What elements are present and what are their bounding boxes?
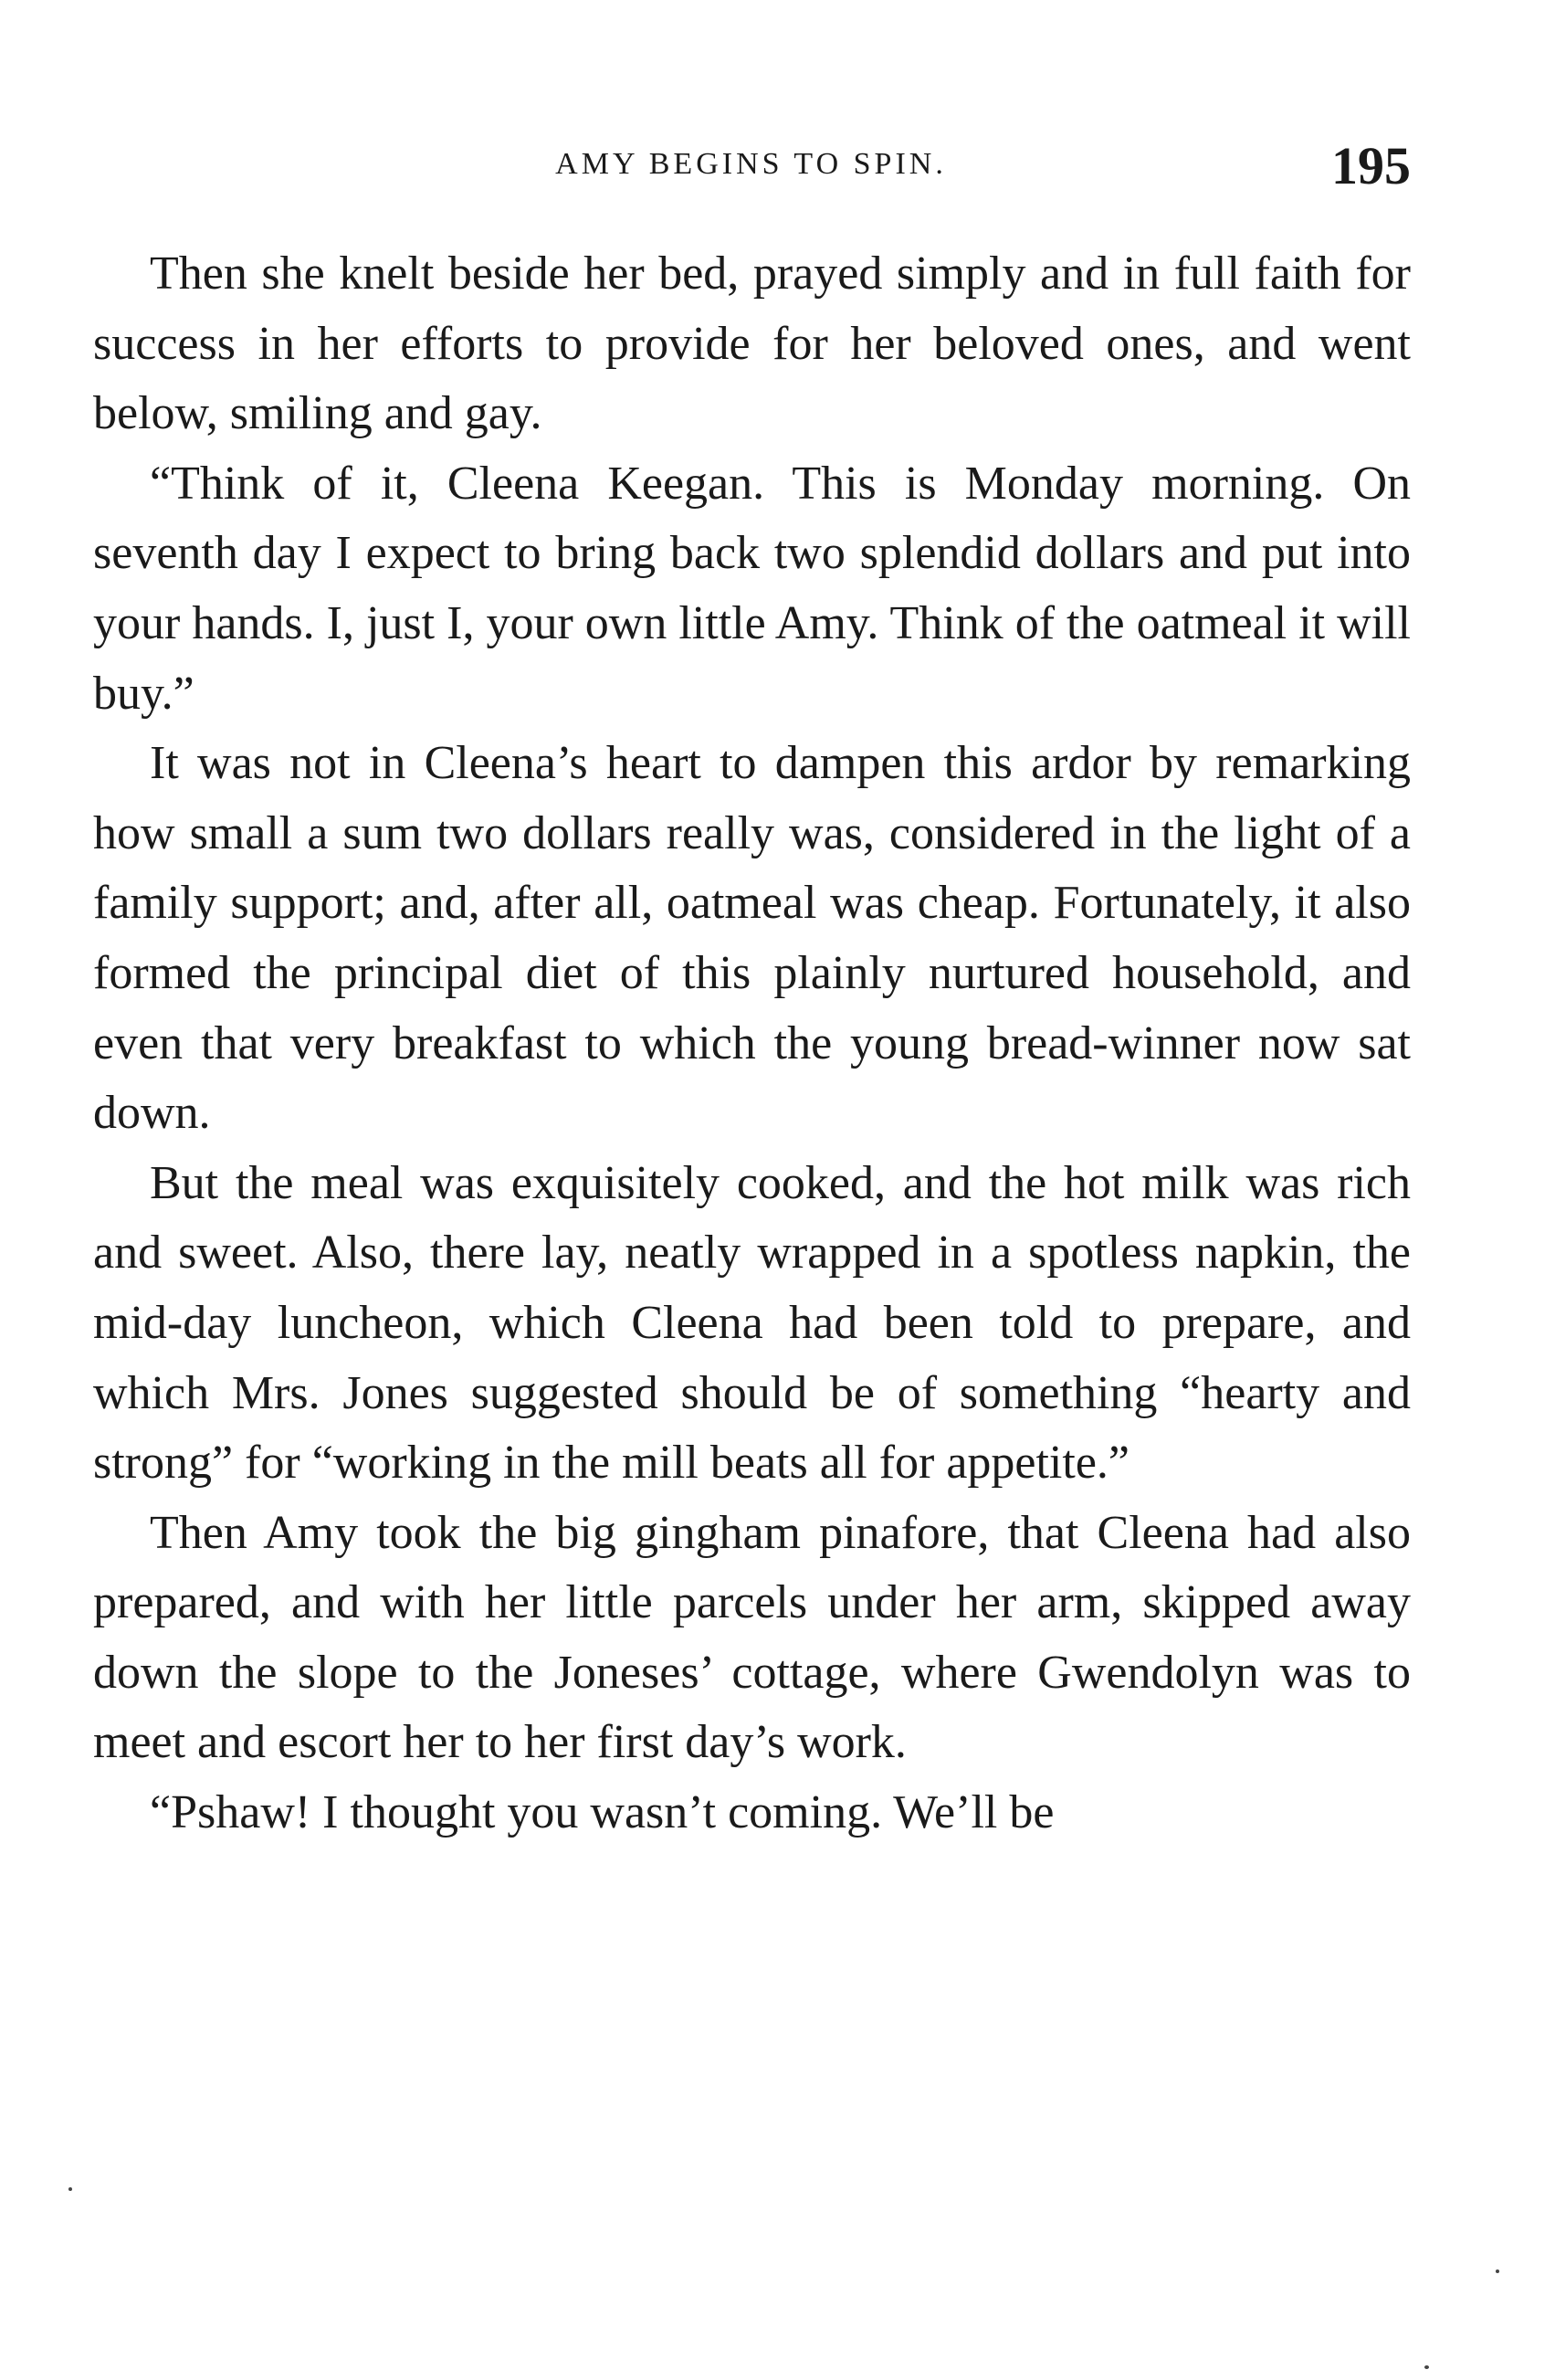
paragraph-6: “Pshaw! I thought you wasn’t coming. We’ll be: [150, 1786, 1055, 1839]
paragraph-3: It was not in Cleena’s heart to dampen this ardor by remarking how small a sum two dollars really was, considered in the light of a family support; and, after all, oatmeal was cheap. Fortunately, it also formed the principal diet of this plainly nurtured household, and even that very breakfast to which the young bread-winner now sat down.: [93, 737, 1411, 1140]
paragraph-1: Then she knelt beside her bed, prayed simply and in full faith for success in her efforts to provide for her beloved ones, and went below, smiling and gay.: [93, 247, 1411, 440]
body-text: [93, 239, 1411, 1848]
running-head: [91, 136, 1411, 195]
print-speck: [68, 2187, 72, 2191]
print-speck: [1424, 2365, 1429, 2369]
page-number: 195: [1331, 136, 1411, 195]
paragraph-2: “Think of it, Cleena Keegan. This is Monday morning. On seventh day I expect to bring back two splendid dollars and put into your hands. I, just I, your own little Amy. Think of the oatmeal it will buy.”: [93, 457, 1411, 720]
paragraph-5: Then Amy took the big gingham pinafore, that Cleena had also prepared, and with her little parcels under her arm, skipped away down the slope to the Joneses’ cottage, where Gwendolyn was to meet and escort her to her first day’s work.: [93, 1506, 1411, 1769]
print-speck: [1496, 2269, 1499, 2273]
paragraph-4: But the meal was exquisitely cooked, and the hot milk was rich and sweet. Also, there lay, neatly wrapped in a spotless napkin, the mid-day luncheon, which Cleena had been told to prepare, and which Mrs. Jones suggested should be of something “hearty and strong” for “working in the mill beats all for appetite.”: [93, 1156, 1411, 1490]
running-title: AMY BEGINS TO SPIN.: [555, 147, 947, 181]
